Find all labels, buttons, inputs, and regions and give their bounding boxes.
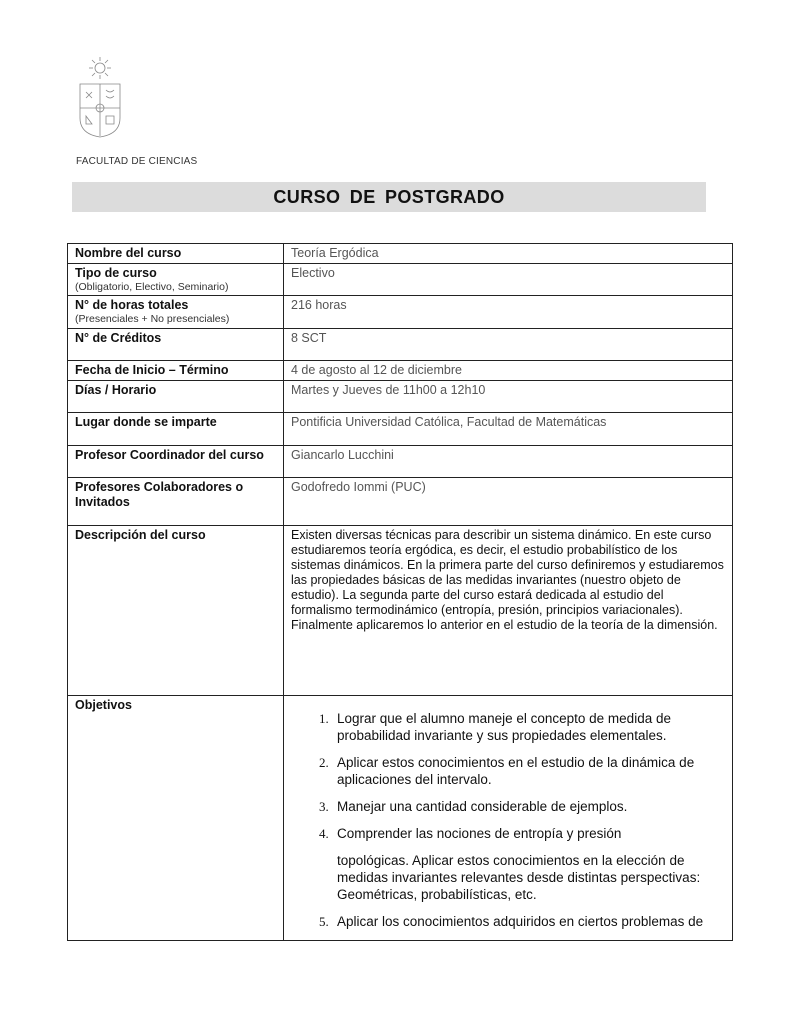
university-seal-logo bbox=[76, 56, 124, 138]
list-item-continuation: topológicas. Aplicar estos conocimientos en la elección de medidas invariantes relevantes desde distintas perspectivas: Geométricas, probabilísticas, etc. bbox=[337, 853, 701, 902]
list-item: 3. Manejar una cantidad considerable de ejemplos. bbox=[319, 799, 628, 814]
row-lugar bbox=[68, 413, 733, 446]
label-objetivos: Objetivos bbox=[68, 696, 284, 941]
row-descripcion bbox=[68, 526, 733, 696]
label-creditos: N° de Créditos bbox=[68, 329, 284, 361]
list-item: 2. Aplicar estos conocimientos en el estudio de la dinámica de aplicaciones del intervalo. bbox=[319, 755, 695, 787]
value-fecha: 4 de agosto al 12 de diciembre bbox=[284, 361, 733, 381]
label-tipo-sub: (Obligatorio, Electivo, Seminario) bbox=[75, 281, 229, 293]
row-coordinador bbox=[68, 446, 733, 478]
faculty-name: FACULTAD DE CIENCIAS bbox=[76, 156, 198, 167]
value-dias: Martes y Jueves de 11h00 a 12h10 bbox=[284, 381, 733, 413]
document-title: CURSO DE POSTGRADO bbox=[273, 186, 505, 207]
label-coordinador: Profesor Coordinador del curso bbox=[68, 446, 284, 478]
value-tipo: Electivo bbox=[284, 264, 733, 296]
value-horas: 216 horas bbox=[284, 296, 733, 329]
label-fecha: Fecha de Inicio – Término bbox=[68, 361, 284, 381]
objectives-list bbox=[291, 710, 725, 930]
row-tipo bbox=[68, 264, 733, 296]
row-colaboradores bbox=[68, 478, 733, 526]
label-nombre: Nombre del curso bbox=[68, 244, 284, 264]
label-horas-sub: (Presenciales + No presenciales) bbox=[75, 313, 230, 325]
course-info-table bbox=[67, 243, 733, 941]
label-horas: N° de horas totales (Presenciales + No presenciales) bbox=[68, 296, 284, 329]
row-fecha bbox=[68, 361, 733, 381]
value-colaboradores: Godofredo Iommi (PUC) bbox=[284, 478, 733, 526]
label-lugar: Lugar donde se imparte bbox=[68, 413, 284, 446]
list-item: 4. Comprender las nociones de entropía y presión topológicas. Aplicar estos conocimientos en la elección de medidas invariantes relevantes desde distintas perspectivas: Geométricas, probabilísticas, etc. bbox=[337, 825, 725, 903]
row-horas bbox=[68, 296, 733, 329]
list-item: 1. Lograr que el alumno maneje el concepto de medida de probabilidad invariante y sus propiedades elementales. bbox=[319, 711, 671, 743]
row-creditos bbox=[68, 329, 733, 361]
value-nombre: Teoría Ergódica bbox=[284, 244, 733, 264]
label-dias: Días / Horario bbox=[68, 381, 284, 413]
value-objetivos bbox=[284, 696, 733, 941]
list-item: 5. Aplicar los conocimientos adquiridos en ciertos problemas de bbox=[319, 914, 704, 929]
row-nombre bbox=[68, 244, 733, 264]
label-colaboradores: Profesores Colaboradores o Invitados bbox=[68, 478, 284, 526]
row-objetivos bbox=[68, 696, 733, 941]
value-lugar: Pontificia Universidad Católica, Facultad de Matemáticas bbox=[284, 413, 733, 446]
value-descripcion: Existen diversas técnicas para describir un sistema dinámico. En este curso estudiaremos teoría ergódica, es decir, el estudio probabilístico de los sistemas dinámicos. En la primera parte del curso definiremos y estudiaremos las propiedades básicas de las medidas invariantes (nuestro objeto de estudio). La segunda parte del curso estará dedicada al estudio del formalismo termodinámico (entropía, presión, principios variacionales). Finalmente aplicaremos lo anterior en el estudio de la teoría de la dimensión. bbox=[284, 526, 733, 696]
value-coordinador: Giancarlo Lucchini bbox=[284, 446, 733, 478]
value-creditos: 8 SCT bbox=[284, 329, 733, 361]
row-dias bbox=[68, 381, 733, 413]
label-descripcion: Descripción del curso bbox=[68, 526, 284, 696]
label-tipo: Tipo de curso (Obligatorio, Electivo, Seminario) bbox=[68, 264, 284, 296]
document-title-bar bbox=[72, 182, 706, 212]
